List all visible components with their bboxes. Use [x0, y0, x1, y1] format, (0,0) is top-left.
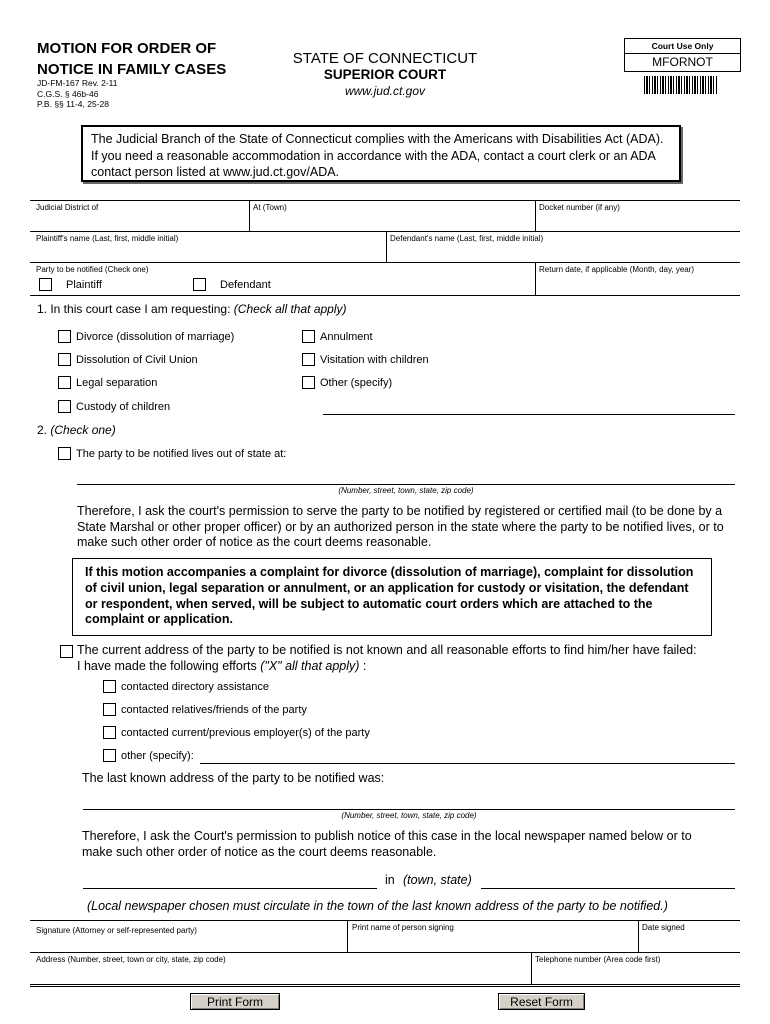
telephone-field[interactable] [533, 966, 739, 983]
section2-heading-note: (Check one) [50, 423, 116, 437]
legal-separation-checkbox[interactable] [58, 376, 71, 389]
form-title-line1: MOTION FOR ORDER OF [37, 40, 217, 57]
defendant-name-label: Defendant's name (Last, first, middle initial) [390, 234, 544, 243]
date-signed-label: Date signed [642, 923, 685, 932]
grid-line [535, 200, 536, 231]
other-effort-label: other (specify): [121, 750, 194, 762]
last-known-address-field[interactable] [83, 809, 735, 810]
section1-heading [37, 302, 347, 317]
form-title [37, 38, 226, 80]
efforts-note: ("X" all that apply) [260, 658, 360, 673]
ada-line2: If you need a reasonable accommodation in accordance with the ADA, contact a court clerk or an ADA [91, 148, 656, 163]
automatic-orders-line2: of civil union, legal separation or annulment, or an application for custody or visitation, the defendant [85, 580, 689, 595]
custody-label: Custody of children [76, 401, 171, 413]
print-form-button[interactable]: Print Form [190, 993, 280, 1010]
relatives-checkbox[interactable] [103, 703, 116, 716]
efforts-colon: : [362, 658, 367, 673]
unknown-address-line2 [77, 659, 747, 675]
grid-line [531, 952, 532, 984]
section2-heading-num: 2. [37, 423, 48, 437]
docket-field[interactable] [537, 213, 739, 230]
return-date-field[interactable] [537, 276, 739, 294]
custody-checkbox[interactable] [58, 400, 71, 413]
directory-checkbox[interactable] [103, 680, 116, 693]
other-effort-checkbox[interactable] [103, 749, 116, 762]
grid-line [30, 984, 740, 985]
newspaper-note: (Local newspaper chosen must circulate in the town of the last known address of the party to be notified.) [87, 899, 668, 913]
defendant-checkbox[interactable] [193, 278, 206, 291]
therefore-mail-line2: State Marshal or other proper officer) or by an authorized person in the state where the party to be notified lives, or to [77, 519, 724, 534]
visitation-label: Visitation with children [320, 354, 429, 366]
grid-line [30, 231, 740, 232]
last-known-label: The last known address of the party to be notified was: [82, 771, 385, 785]
therefore-mail-line3: make such other order of notice as the court deems reasonable. [77, 535, 432, 549]
town-label: At (Town) [253, 203, 287, 212]
other-label: Other (specify) [320, 377, 393, 389]
town-state-label: (town, state) [403, 873, 472, 887]
ada-line3: contact person listed at www.jud.ct.gov/ADA. [91, 165, 340, 179]
plaintiff-option-label: Plaintiff [66, 279, 102, 291]
pb-reference: P.B. §§ 11-4, 25-28 [37, 99, 109, 109]
unknown-address-line1: The current address of the party to be notified is not known and all reasonable efforts to find him/her have failed: [77, 643, 697, 657]
docket-label: Docket number (if any) [539, 203, 620, 212]
address-caption: (Number, street, town, state, zip code) [338, 486, 474, 495]
automatic-orders-line3: or respondent, when served, will be subject to automatic court orders which are attached to the [85, 596, 653, 611]
address-field[interactable] [31, 966, 529, 983]
out-of-state-address-field[interactable] [77, 484, 735, 485]
grid-line [30, 295, 740, 296]
form-meta [37, 78, 117, 110]
plaintiff-name-label: Plaintiff's name (Last, first, middle initial) [36, 234, 179, 243]
section2-heading [37, 423, 116, 438]
section1-heading-text: 1. In this court case I am requesting: [37, 302, 231, 316]
plaintiff-checkbox[interactable] [39, 278, 52, 291]
grid-line [249, 200, 250, 231]
therefore-publish-line2: make such other order of notice as the court deems reasonable. [82, 844, 437, 859]
grid-line [386, 231, 387, 262]
state-name: STATE OF CONNECTICUT [292, 50, 478, 67]
other-checkbox[interactable] [302, 376, 315, 389]
defendant-option-label: Defendant [220, 279, 271, 291]
signature-label: Signature (Attorney or self-represented party) [36, 926, 197, 935]
grid-line [30, 200, 740, 201]
form-title-line2: NOTICE IN FAMILY CASES [37, 61, 227, 78]
therefore-publish-line1: Therefore, I ask the Court's permission to publish notice of this case in the local newspaper named below or to [82, 829, 692, 843]
unknown-address-paragraph [77, 643, 747, 674]
print-name-label: Print name of person signing [352, 923, 454, 932]
automatic-orders-notice [72, 558, 712, 636]
other-effort-field[interactable] [200, 763, 735, 764]
address-label: Address (Number, street, town or city, state, zip code) [36, 955, 226, 964]
address-caption-2: (Number, street, town, state, zip code) [341, 811, 477, 820]
court-use-box [624, 38, 741, 72]
legal-separation-label: Legal separation [76, 377, 158, 389]
efforts-text: I have made the following efforts [77, 658, 257, 673]
annulment-label: Annulment [320, 331, 373, 343]
cgs-reference: C.G.S. § 46b-46 [37, 88, 99, 99]
grid-line [30, 262, 740, 263]
divorce-label: Divorce (dissolution of marriage) [76, 331, 235, 343]
judicial-district-field[interactable] [31, 213, 247, 230]
employer-label: contacted current/previous employer(s) of the party [121, 727, 370, 739]
grid-line [30, 920, 740, 921]
date-signed-field[interactable] [640, 934, 739, 951]
court-use-label: Court Use Only [625, 39, 740, 54]
automatic-orders-line1: If this motion accompanies a complaint for divorce (dissolution of marriage), complaint for dissolution [85, 565, 694, 579]
print-name-field[interactable] [349, 934, 636, 951]
ada-notice [81, 125, 681, 182]
grid-line [30, 952, 740, 953]
in-label: in [385, 873, 395, 887]
out-of-state-checkbox[interactable] [58, 447, 71, 460]
judicial-district-label: Judicial District of [36, 203, 99, 212]
therefore-mail-paragraph [77, 504, 747, 551]
form-number: JD-FM-167 Rev. 2-11 [37, 78, 118, 88]
civil-union-checkbox[interactable] [58, 353, 71, 366]
other-specify-field[interactable] [323, 414, 735, 415]
therefore-publish-paragraph [82, 829, 742, 860]
therefore-mail-line1: Therefore, I ask the court's permission to serve the party to be notified by registered or certified mail (to be done by a [77, 504, 723, 518]
court-website: www.jud.ct.gov [344, 84, 426, 98]
grid-line [535, 262, 536, 295]
directory-label: contacted directory assistance [121, 681, 269, 693]
defendant-name-field[interactable] [388, 244, 739, 261]
town-field[interactable] [251, 213, 533, 230]
ada-line1: The Judicial Branch of the State of Connecticut complies with the Americans with Disabilities Act (ADA). [91, 132, 664, 146]
newspaper-name-field[interactable] [83, 888, 377, 889]
return-date-label: Return date, if applicable (Month, day, year) [539, 265, 695, 274]
grid-line [638, 920, 639, 952]
section1-heading-note: (Check all that apply) [233, 302, 347, 316]
automatic-orders-line4: complaint or application. [85, 612, 233, 627]
court-name: SUPERIOR COURT [323, 67, 447, 82]
reset-form-button[interactable]: Reset Form [498, 993, 585, 1010]
court-use-value: MFORNOT [652, 55, 713, 69]
out-of-state-label: The party to be notified lives out of state at: [76, 448, 287, 460]
newspaper-town-field[interactable] [481, 888, 735, 889]
grid-line [30, 986, 740, 987]
grid-line [347, 920, 348, 952]
annulment-checkbox[interactable] [302, 330, 315, 343]
unknown-address-checkbox[interactable] [60, 645, 73, 658]
visitation-checkbox[interactable] [302, 353, 315, 366]
employer-checkbox[interactable] [103, 726, 116, 739]
civil-union-label: Dissolution of Civil Union [76, 354, 198, 366]
telephone-label: Telephone number (Area code first) [535, 955, 661, 964]
divorce-checkbox[interactable] [58, 330, 71, 343]
barcode [644, 76, 718, 94]
relatives-label: contacted relatives/friends of the party [121, 704, 307, 716]
court-heading [270, 50, 500, 99]
signature-field[interactable] [31, 936, 345, 951]
plaintiff-name-field[interactable] [31, 244, 384, 261]
party-notified-label: Party to be notified (Check one) [36, 265, 149, 274]
